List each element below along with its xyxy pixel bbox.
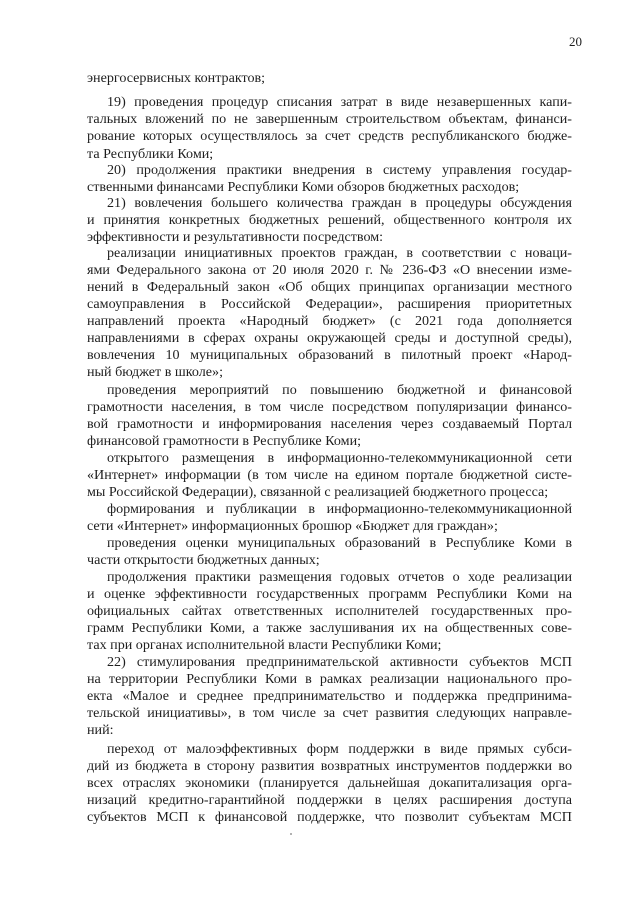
text-line: на территории Республики Коми в рамках реализации национального про- (87, 671, 572, 687)
text-line: «Интернет» информации (в том числе на едином портале бюджетной систе- (87, 467, 572, 483)
text-line: сети «Интернет» информационных брошюр «Бюджет для граждан»; (87, 518, 498, 534)
text-line: направлениями в сферах охраны окружающей среды и доступной среды), (87, 330, 572, 346)
text-line: ями Федерального закона от 20 июля 2020 г. № 236-ФЗ «О внесении изме- (87, 262, 572, 278)
text-line: переход от малоэффективных форм поддержки в виде прямых субси- (107, 741, 572, 757)
text-line: вой грамотности и информирования населения через создаваемый Портал (87, 416, 572, 432)
text-line: 20) продолжения практики внедрения в систему управления государ- (107, 162, 572, 178)
text-line: 22) стимулирования предпринимательской активности субъектов МСП (107, 654, 572, 670)
text-line: формирования и публикации в информационно-телекоммуникационной (107, 501, 572, 517)
text-line: ственными финансами Республики Коми обзоров бюджетных расходов; (87, 179, 520, 195)
text-line: продолжения практики размещения годовых отчетов о ходе реализации (107, 569, 572, 585)
text-line: дий из бюджета в сторону развития возвратных инструментов поддержки во (87, 758, 572, 774)
text-line: проведения оценки муниципальных образований в Республике Коми в (107, 535, 572, 551)
text-line: рование которых осуществлялось за счет средств республиканского бюдже- (87, 128, 572, 144)
text-line: части открытости бюджетных данных; (87, 552, 320, 568)
text-line: тальных вложений по не завершенным строительством объектам, финанси- (87, 111, 572, 127)
text-line: и оценке эффективности государственных программ Республики Коми на (87, 586, 572, 602)
text-line: официальных сайтах ответственных исполнителей государственных про- (87, 603, 572, 619)
text-line: тельской инициативы», в том числе за счет развития следующих направле- (87, 705, 572, 721)
text-line: нений в Федеральный закон «Об общих принципах организации местного (87, 279, 572, 295)
text-line: 21) вовлечения большего количества граждан в процедуры обсуждения (107, 195, 572, 211)
text-line: открытого размещения в информационно-телекоммуникационной сети (107, 450, 572, 466)
text-line: самоуправления в Российской Федерации», расширения приоритетных (87, 296, 572, 312)
text-line: реализации инициативных проектов граждан, в соответствии с новаци- (107, 245, 572, 261)
text-line: грамотности населения, в том числе посредством популяризации финансо- (87, 399, 572, 415)
text-line: 19) проведения процедур списания затрат в виде незавершенных капи- (107, 94, 572, 110)
text-line: финансовой грамотности в Республике Коми; (87, 433, 362, 449)
text-line: вовлечения 10 муниципальных образований в пилотный проект «Народ- (87, 347, 572, 363)
text-line: субъектов МСП к финансовой поддержке, что позволит субъектам МСП (87, 809, 572, 825)
text-line: всех отраслях экономики (планируется дальнейшая докапитализация орга- (87, 775, 572, 791)
scan-speck (290, 833, 292, 835)
text-line: ний: (87, 722, 114, 738)
text-line: екта «Малое и среднее предпринимательство и поддержка предпринима- (87, 688, 572, 704)
page-number: 20 (569, 34, 582, 49)
text-line: тах при органах исполнительной власти Республики Коми; (87, 637, 442, 653)
text-line: эффективности и результативности посредством: (87, 229, 384, 245)
text-line: низаций кредитно-гарантийной поддержки в целях расширения доступа (87, 792, 572, 808)
text-line: та Республики Коми; (87, 146, 214, 162)
text-line: проведения мероприятий по повышению бюджетной и финансовой (107, 382, 572, 398)
text-line: мы Российской Федерации), связанной с реализацией бюджетного процесса; (87, 484, 549, 500)
text-line: направлений проекта «Народный бюджет» (с 2021 года дополняется (87, 313, 572, 329)
text-line: и принятия конкретных бюджетных решений, общественного контроля их (87, 212, 572, 228)
text-line: ный бюджет в школе»; (87, 364, 223, 380)
text-line: грамм Республики Коми, а также заслушивания их на общественных сове- (87, 620, 572, 636)
text-line: энергосервисных контрактов; (87, 70, 266, 86)
